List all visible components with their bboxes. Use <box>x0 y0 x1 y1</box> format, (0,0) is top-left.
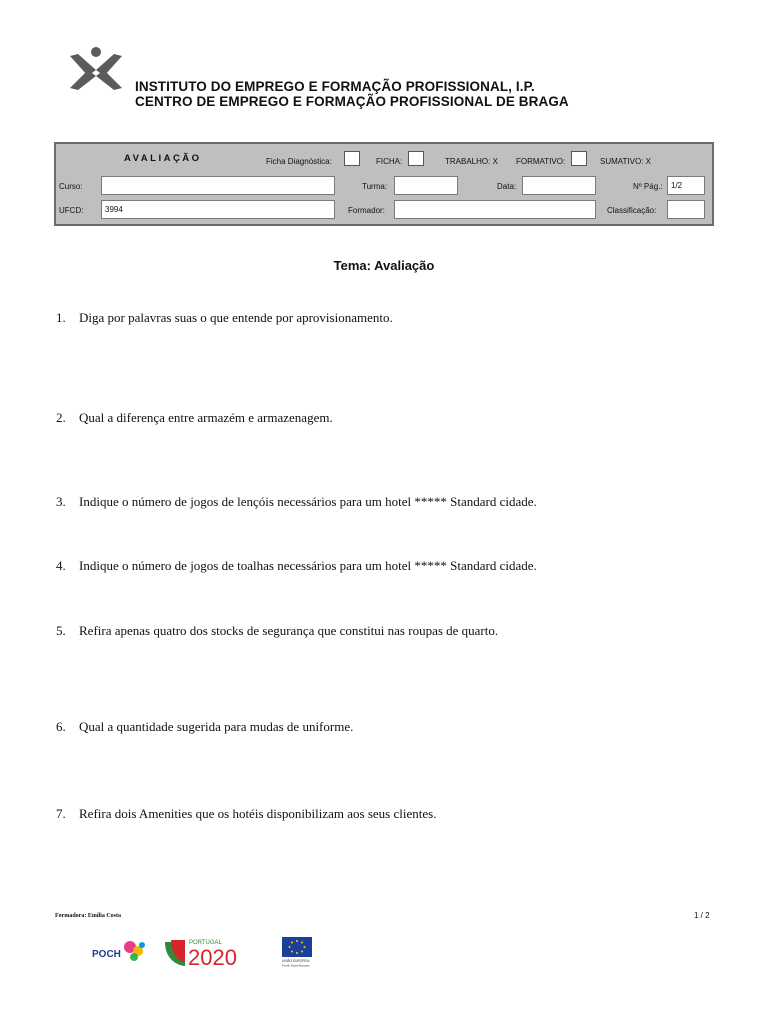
question-number: 5. <box>56 623 66 638</box>
question-number: 2. <box>56 410 66 425</box>
page-title: Tema: Avaliação <box>333 258 435 273</box>
portugal-2020-logo <box>163 936 265 968</box>
npag-label: Nº Pág.: <box>633 182 663 191</box>
trabalho-label: TRABALHO: X <box>445 157 498 166</box>
question-text: Indique o número de jogos de lençóis necessários para um hotel ***** Standard cidade. <box>79 494 537 509</box>
sumativo-label: SUMATIVO: X <box>600 157 651 166</box>
eu-label: UNIÃO EUROPEIA <box>282 959 310 963</box>
institution-header <box>135 79 569 109</box>
ficha-diagnostica-label: Ficha Diagnóstica: <box>266 157 332 166</box>
data-label: Data: <box>497 182 517 191</box>
classificacao-label: Classificação: <box>607 206 657 215</box>
eu-sub-label: Fundo Social Europeu <box>282 963 310 968</box>
iefp-logo <box>68 46 126 92</box>
question-item <box>56 719 353 735</box>
question-item <box>56 494 537 510</box>
portugal-label: PORTUGAL <box>189 940 222 946</box>
npag-field[interactable]: 1/2 <box>667 176 705 195</box>
evaluation-form <box>54 142 714 226</box>
question-item <box>56 806 436 822</box>
turma-label: Turma: <box>362 182 388 191</box>
poch-logo <box>90 937 150 965</box>
question-text: Diga por palavras suas o que entende por aprovisionamento. <box>79 310 393 325</box>
question-item <box>56 623 498 639</box>
formativo-checkbox[interactable] <box>571 151 587 166</box>
eu-logo <box>280 937 322 969</box>
question-item <box>56 558 537 574</box>
question-item <box>56 410 333 426</box>
question-number: 7. <box>56 806 66 821</box>
curso-field[interactable] <box>101 176 335 195</box>
question-item <box>56 310 393 326</box>
question-number: 3. <box>56 494 66 509</box>
question-text: Refira apenas quatro dos stocks de segurança que constitui nas roupas de quarto. <box>79 623 499 638</box>
question-text: Indique o número de jogos de toalhas necessários para um hotel ***** Standard cidade. <box>79 558 537 573</box>
ufcd-field[interactable]: 3994 <box>101 200 335 219</box>
question-text: Qual a diferença entre armazém e armazenagem. <box>79 410 333 425</box>
classificacao-field[interactable] <box>667 200 705 219</box>
question-text: Qual a quantidade sugerida para mudas de uniforme. <box>79 719 354 734</box>
ficha-diagnostica-checkbox[interactable] <box>344 151 360 166</box>
question-number: 6. <box>56 719 66 734</box>
page-number: 1 / 2 <box>694 911 710 920</box>
ficha-checkbox[interactable] <box>408 151 424 166</box>
formador-field[interactable] <box>394 200 596 219</box>
turma-field[interactable] <box>394 176 458 195</box>
question-number: 4. <box>56 558 66 573</box>
formador-label: Formador: <box>348 206 385 215</box>
ficha-label: FICHA: <box>376 157 403 166</box>
center-name: CENTRO DE EMPREGO E FORMAÇÃO PROFISSIONAL DE BRAGA <box>135 94 569 109</box>
formativo-label: FORMATIVO: <box>516 157 566 166</box>
question-text: Refira dois Amenities que os hotéis disponibilizam aos seus clientes. <box>79 806 437 821</box>
curso-label: Curso: <box>59 182 83 191</box>
ufcd-label: UFCD: <box>59 206 84 215</box>
data-field[interactable] <box>522 176 596 195</box>
poch-logo-text: POCH <box>92 949 121 960</box>
form-title: AVALIAÇÃO <box>124 153 202 164</box>
formadora-text: Formadora: Emília Costa <box>55 913 121 919</box>
institution-name: INSTITUTO DO EMPREGO E FORMAÇÃO PROFISSIONAL, I.P. <box>135 79 535 94</box>
logo-2020-text: 2020 <box>188 945 237 968</box>
question-number: 1. <box>56 310 66 325</box>
